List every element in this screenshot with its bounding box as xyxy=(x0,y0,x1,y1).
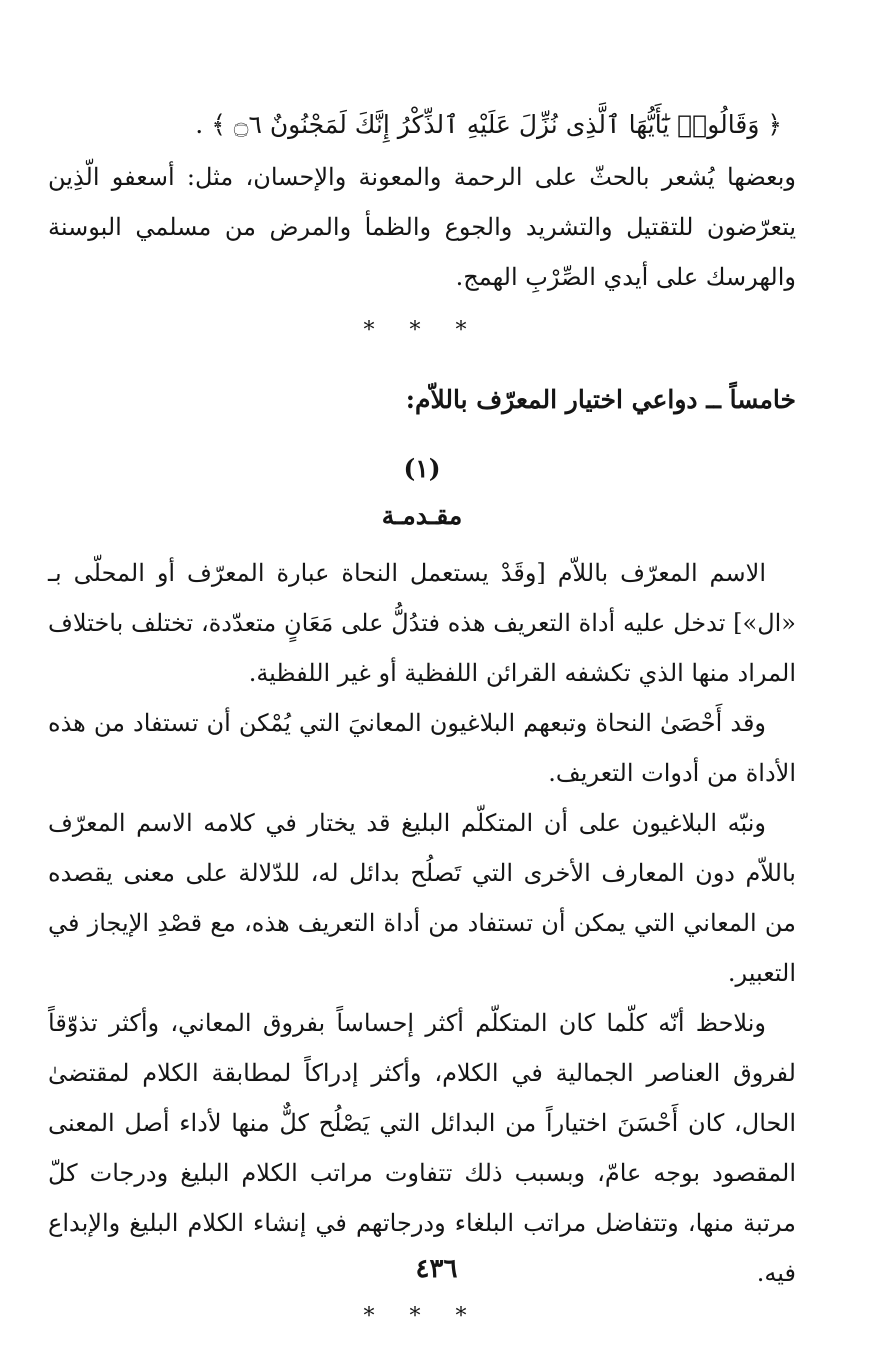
paragraph-4: ونبّه البلاغيون على أن المتكلّم البليغ قد يختار في كلامه الاسم المعرّف باللاّم دون المعارف الأخرى التي تَصلُح بدائل له، للدّلالة على معنى يقصده من المعاني التي يمكن أن تستفاد من أداة التعريف هذه، مع قصْدِ الإيجاز في التعبير. xyxy=(48,809,796,987)
section-heading: خامساً ــ دواعي اختيار المعرّف باللاّم: xyxy=(405,385,796,414)
separator-stars-2: * * * xyxy=(363,1304,481,1329)
paragraph-2: الاسم المعرّف باللاّم [وقَدْ يستعمل النحاة عبارة المعرّف أو المحلّى بـ «ال»] تدخل عليه أداة التعريف هذه فتدُلُّ على مَعَانٍ متعدّدة، تختلف باختلاف المراد منها الذي تكشفه القرائن اللفظية أو غير اللفظية. xyxy=(48,559,796,687)
book-page xyxy=(48,100,796,1342)
paragraph-5: ونلاحظ أنّه كلّما كان المتكلّم أكثر إحساساً بفروق المعاني، وأكثر تذوّقاً لفروق العناصر الجمالية في الكلام، وأكثر إدراكاً لمطابقة الكلام لمقتضىٰ الحال، كان أَحْسَنَ اختياراً من البدائل التي يَصْلُح كلٌّ منها لأداء أصل المعنى المقصود بوجه عامّ، وبسبب ذلك تتفاوت مراتب الكلام البليغ ودرجات كلّ مرتبة منها، وتتفاضل مراتب البلغاء ودرجاتهم في إنشاء الكلام البليغ والإبداع فيه. xyxy=(48,1009,796,1287)
page-number: ٤٣٦ xyxy=(415,1254,458,1284)
subsection-title: مقـدمـة xyxy=(381,501,463,530)
quran-verse: ﴿ وَقَالُوا۟ يَٰٓأَيُّهَا ٱلَّذِى نُزِّلَ عَلَيْهِ ٱلذِّكْرُ إِنَّكَ لَمَجْنُونٌ ۝٦ ﴾ . xyxy=(195,110,782,139)
paragraph-1: وبعضها يُشعر بالحثّ على الرحمة والمعونة والإحسان، مثل: أسعفو الّذِين يتعرّضون للتقتيل والتشريد والجوع والظمأ والمرض من مسلمي البوسنة والهرسك على أيدي الصِّرْبِ الهمج. xyxy=(48,163,796,291)
paragraph-3: وقد أَحْصَىٰ النحاة وتبعهم البلاغيون المعانيَ التي يُمْكن أن تستفاد من هذه الأداة من أدوات التعريف. xyxy=(48,709,796,787)
separator-stars-1: * * * xyxy=(363,318,481,343)
subsection-number: (١) xyxy=(403,454,441,483)
